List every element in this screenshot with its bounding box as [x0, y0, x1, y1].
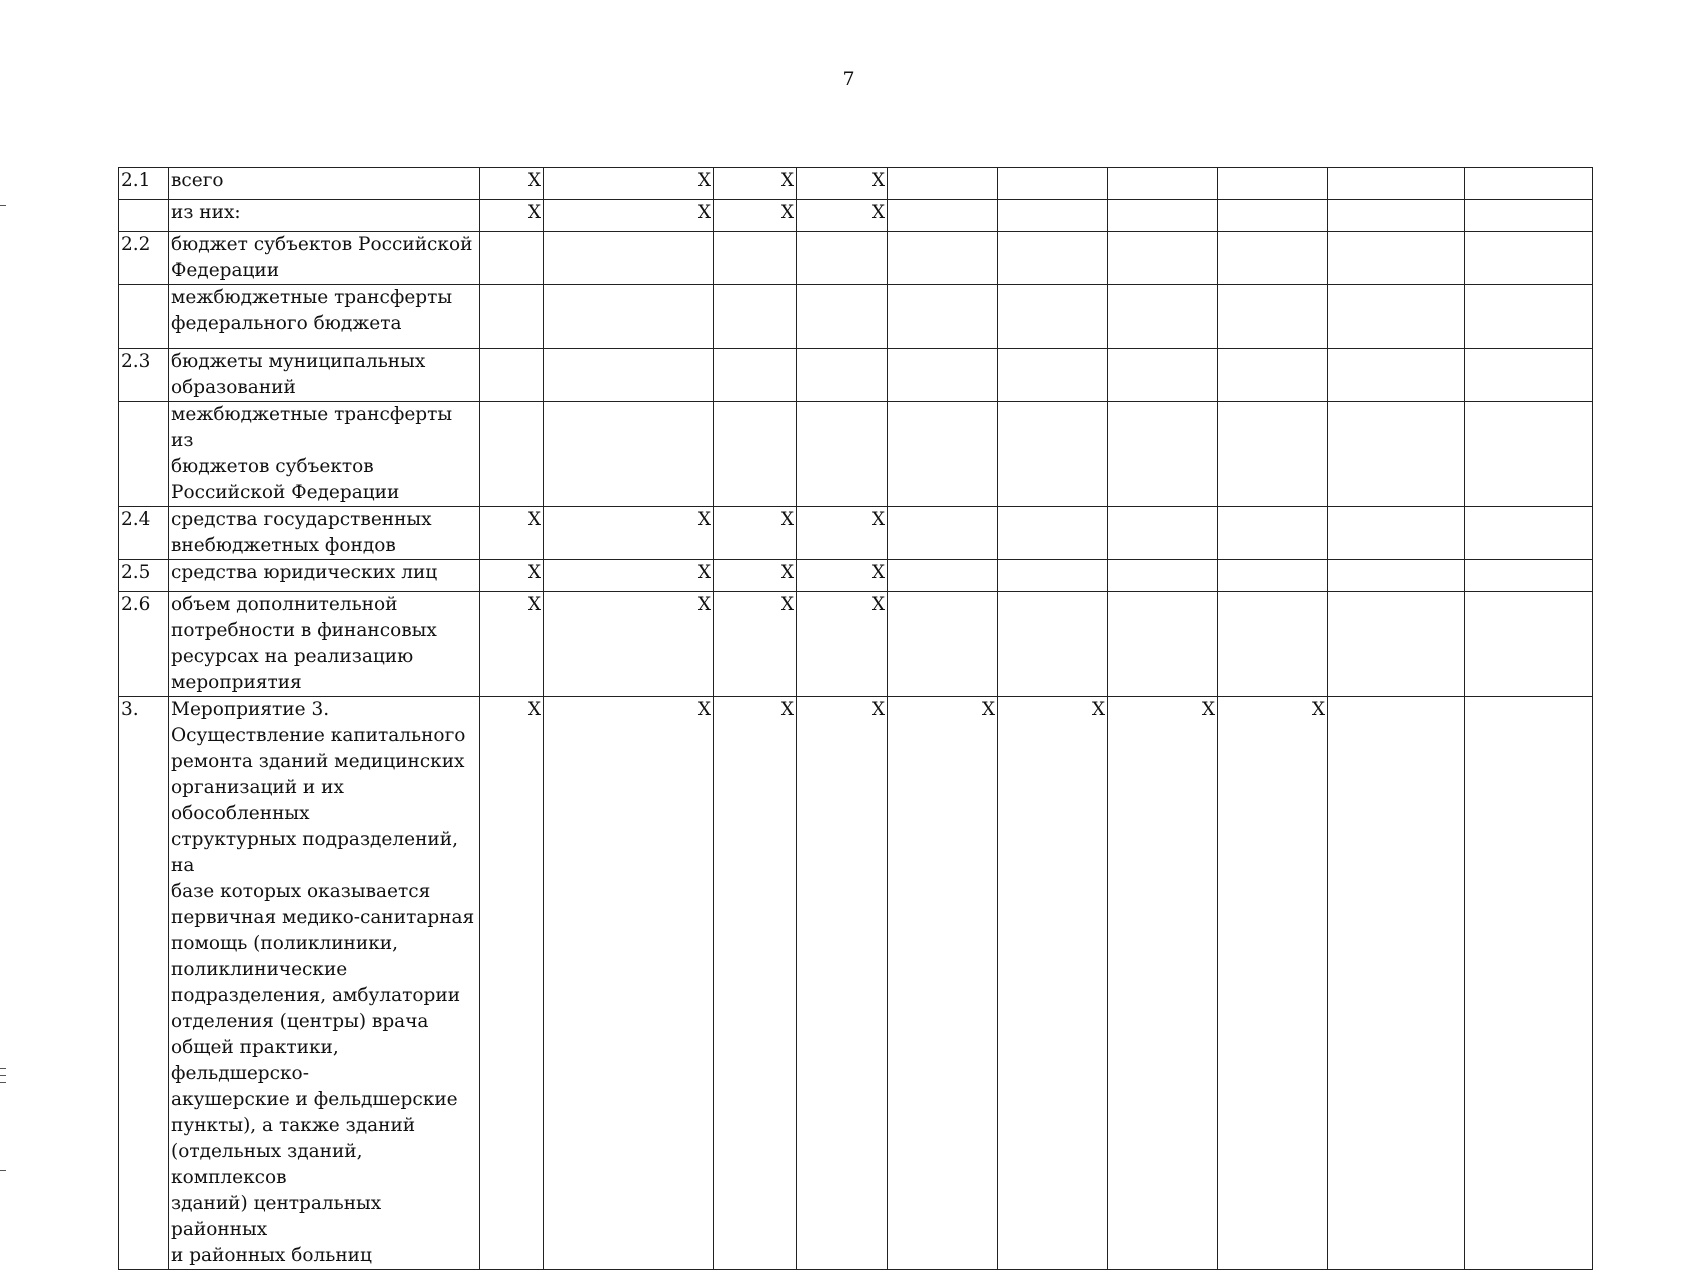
value-cell	[1328, 200, 1465, 232]
row-number: 2.6	[119, 592, 169, 697]
row-label: из них:	[169, 200, 480, 232]
table-row	[119, 285, 1593, 349]
value-cell	[1328, 232, 1465, 285]
row-number	[119, 200, 169, 232]
table-row	[119, 168, 1593, 200]
margin-tick	[0, 205, 6, 206]
value-cell	[1328, 560, 1465, 592]
value-cell	[888, 592, 998, 697]
margin-tick	[0, 1068, 6, 1069]
value-cell	[998, 349, 1108, 402]
value-cell: X	[714, 592, 797, 697]
value-cell	[1465, 592, 1593, 697]
value-cell	[1465, 285, 1593, 349]
value-cell	[1465, 349, 1593, 402]
value-cell: X	[1218, 697, 1328, 1270]
value-cell: X	[714, 697, 797, 1270]
value-cell	[1328, 507, 1465, 560]
value-cell	[1465, 507, 1593, 560]
value-cell	[1108, 232, 1218, 285]
value-cell	[888, 402, 998, 507]
value-cell	[1328, 402, 1465, 507]
row-label: бюджет субъектов Российской Федерации	[169, 232, 480, 285]
value-cell	[1218, 168, 1328, 200]
value-cell	[1108, 592, 1218, 697]
value-cell: X	[480, 697, 544, 1270]
value-cell	[998, 507, 1108, 560]
value-cell	[998, 200, 1108, 232]
row-number: 2.1	[119, 168, 169, 200]
value-cell	[1465, 232, 1593, 285]
value-cell	[998, 168, 1108, 200]
value-cell	[714, 349, 797, 402]
margin-tick	[0, 1075, 6, 1076]
value-cell: X	[797, 560, 888, 592]
value-cell	[1465, 168, 1593, 200]
value-cell	[1328, 697, 1465, 1270]
value-cell	[1218, 232, 1328, 285]
value-cell: X	[797, 168, 888, 200]
value-cell: X	[480, 560, 544, 592]
margin-tick	[0, 1082, 6, 1083]
value-cell	[888, 560, 998, 592]
table-row	[119, 697, 1593, 1270]
value-cell	[1108, 168, 1218, 200]
funding-table	[118, 167, 1593, 1270]
value-cell: X	[544, 200, 714, 232]
table-row	[119, 200, 1593, 232]
row-number: 3.	[119, 697, 169, 1270]
value-cell: X	[544, 507, 714, 560]
value-cell	[797, 285, 888, 349]
value-cell	[888, 349, 998, 402]
value-cell	[1328, 592, 1465, 697]
value-cell	[1328, 168, 1465, 200]
value-cell	[998, 402, 1108, 507]
value-cell: X	[714, 168, 797, 200]
value-cell	[1218, 592, 1328, 697]
value-cell: X	[544, 560, 714, 592]
value-cell	[998, 285, 1108, 349]
value-cell: X	[480, 168, 544, 200]
row-label: межбюджетные трансферты федерального бюджета	[169, 285, 480, 349]
table-row	[119, 507, 1593, 560]
row-label: бюджеты муниципальных образований	[169, 349, 480, 402]
value-cell	[998, 232, 1108, 285]
value-cell	[714, 402, 797, 507]
value-cell	[888, 168, 998, 200]
row-number: 2.5	[119, 560, 169, 592]
value-cell	[1108, 402, 1218, 507]
row-label: средства государственных внебюджетных фондов	[169, 507, 480, 560]
value-cell: X	[1108, 697, 1218, 1270]
value-cell	[1218, 560, 1328, 592]
value-cell	[797, 402, 888, 507]
value-cell	[1108, 560, 1218, 592]
value-cell	[544, 349, 714, 402]
row-label: межбюджетные трансферты из бюджетов субъектов Российской Федерации	[169, 402, 480, 507]
value-cell: X	[480, 592, 544, 697]
row-number	[119, 402, 169, 507]
value-cell	[480, 285, 544, 349]
value-cell	[1465, 560, 1593, 592]
value-cell	[544, 285, 714, 349]
row-label: Мероприятие 3. Осуществление капитального ремонта зданий медицинских организаций и их обособленных структурных подразделений, на базе которых оказывается первичная медико-санитарная помощь (поликлиники, поликлинические подразделения, амбулатории отделения (центры) врача общей практики, фельдшерско- акушерские и фельдшерские пункты), а также зданий (отдельных зданий, комплексов зданий) центральных районных и районных больниц	[169, 697, 480, 1270]
value-cell: X	[544, 697, 714, 1270]
row-label: всего	[169, 168, 480, 200]
value-cell	[714, 285, 797, 349]
value-cell	[480, 402, 544, 507]
value-cell: X	[714, 560, 797, 592]
row-number: 2.4	[119, 507, 169, 560]
value-cell: X	[797, 697, 888, 1270]
value-cell: X	[544, 168, 714, 200]
page-number: 7	[842, 68, 855, 90]
value-cell	[714, 232, 797, 285]
value-cell	[797, 232, 888, 285]
value-cell	[888, 232, 998, 285]
value-cell	[1218, 349, 1328, 402]
value-cell	[1465, 200, 1593, 232]
table-row	[119, 232, 1593, 285]
value-cell	[1108, 200, 1218, 232]
value-cell: X	[544, 592, 714, 697]
value-cell	[1218, 402, 1328, 507]
value-cell: X	[714, 200, 797, 232]
value-cell	[998, 592, 1108, 697]
value-cell	[1328, 349, 1465, 402]
row-number: 2.3	[119, 349, 169, 402]
value-cell	[888, 200, 998, 232]
value-cell: X	[797, 200, 888, 232]
value-cell	[1465, 402, 1593, 507]
value-cell	[1218, 507, 1328, 560]
table-row	[119, 592, 1593, 697]
margin-tick	[0, 1170, 6, 1171]
table-row	[119, 560, 1593, 592]
value-cell: X	[797, 592, 888, 697]
value-cell	[480, 232, 544, 285]
value-cell	[1465, 697, 1593, 1270]
row-label: объем дополнительной потребности в финансовых ресурсах на реализацию мероприятия	[169, 592, 480, 697]
value-cell	[1218, 285, 1328, 349]
value-cell: X	[998, 697, 1108, 1270]
value-cell	[1218, 200, 1328, 232]
row-number: 2.2	[119, 232, 169, 285]
row-label: средства юридических лиц	[169, 560, 480, 592]
value-cell: X	[714, 507, 797, 560]
row-number	[119, 285, 169, 349]
value-cell	[1328, 285, 1465, 349]
value-cell	[1108, 349, 1218, 402]
table-row	[119, 402, 1593, 507]
value-cell	[888, 507, 998, 560]
value-cell: X	[888, 697, 998, 1270]
value-cell	[480, 349, 544, 402]
value-cell: X	[480, 200, 544, 232]
value-cell	[888, 285, 998, 349]
value-cell	[544, 402, 714, 507]
value-cell	[797, 349, 888, 402]
value-cell: X	[480, 507, 544, 560]
value-cell	[998, 560, 1108, 592]
value-cell: X	[797, 507, 888, 560]
value-cell	[1108, 285, 1218, 349]
value-cell	[544, 232, 714, 285]
value-cell	[1108, 507, 1218, 560]
table-row	[119, 349, 1593, 402]
